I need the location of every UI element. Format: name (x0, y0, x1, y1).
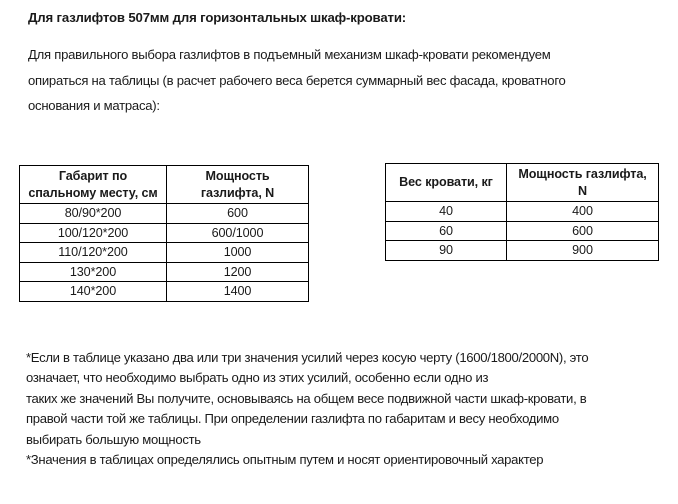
table-row (20, 204, 309, 224)
page-title: Для газлифтов 507мм для горизонтальных шкаф-кровати: (28, 10, 407, 25)
footnote-two-line-1: *Значения в таблицах определялись опытным путем и носят ориентировочный характер (26, 452, 544, 467)
header-cell-size (20, 166, 167, 204)
footnote-one-line-1: *Если в таблице указано два или три значения усилий через косую черту (1600/1800/2000N), это (26, 350, 589, 365)
cell-size: 110/120*200 (20, 243, 167, 263)
cell-weight: 60 (386, 221, 507, 241)
table-header-row (386, 164, 659, 202)
header-force-line-1: Мощность газлифта, (518, 167, 647, 181)
header-size-line-2: спальному месту, см (28, 185, 158, 200)
intro-line-1: Для правильного выбора газлифтов в подъемный механизм шкаф-кровати рекомендуем (28, 47, 551, 62)
cell-size: 80/90*200 (20, 204, 167, 224)
header-force-line-1: Мощность (205, 169, 270, 183)
cell-weight: 90 (386, 241, 507, 261)
cell-force: 600 (507, 221, 659, 241)
footnote-one (26, 348, 658, 450)
cell-force: 1000 (167, 243, 309, 263)
cell-size: 100/120*200 (20, 223, 167, 243)
table-sizes (19, 165, 309, 302)
cell-force: 900 (507, 241, 659, 261)
table-row (20, 262, 309, 282)
footnote-one-line-2: означает, что необходимо выбрать одно из этих усилий, особенно если одно из (26, 370, 489, 386)
header-cell-weight (386, 164, 507, 202)
table-row (386, 221, 659, 241)
table-header-row (20, 166, 309, 204)
cell-weight: 40 (386, 202, 507, 222)
header-weight-line-1: Вес кровати, кг (399, 175, 493, 190)
cell-force: 600/1000 (167, 223, 309, 243)
footnote-two (26, 450, 658, 470)
table-row (20, 223, 309, 243)
table-row (20, 282, 309, 302)
table-row (20, 243, 309, 263)
header-force-line-2: газлифта, N (200, 185, 275, 200)
table-weights-body (386, 202, 659, 261)
intro-line-2: опираться на таблицы (в расчет рабочего веса берется суммарный вес фасада, кроватного (28, 72, 566, 88)
table-sizes-body (20, 204, 309, 302)
intro-paragraph (28, 42, 653, 119)
cell-force: 400 (507, 202, 659, 222)
header-cell-force (167, 166, 309, 204)
header-force-line-2: N (578, 183, 587, 198)
cell-size: 140*200 (20, 282, 167, 302)
footnote-one-line-4: правой части той же таблицы. При определении газлифта по габаритам и весу необходимо (26, 411, 559, 427)
cell-size: 130*200 (20, 262, 167, 282)
footnote-one-line-3: таких же значений Вы получите, основываясь на общем весе подвижной части шкаф-кровати, в (26, 390, 587, 406)
footnote-one-line-5: выбирать большую мощность (26, 431, 201, 447)
table-row (386, 241, 659, 261)
intro-line-3: основания и матраса): (28, 98, 160, 113)
cell-force: 1200 (167, 262, 309, 282)
table-weights (385, 163, 659, 261)
cell-force: 1400 (167, 282, 309, 302)
table-weights-header (386, 164, 659, 202)
header-size-line-1: Габарит по (58, 169, 128, 183)
cell-force: 600 (167, 204, 309, 224)
table-row (386, 202, 659, 222)
table-sizes-header (20, 166, 309, 204)
header-cell-force (507, 164, 659, 202)
